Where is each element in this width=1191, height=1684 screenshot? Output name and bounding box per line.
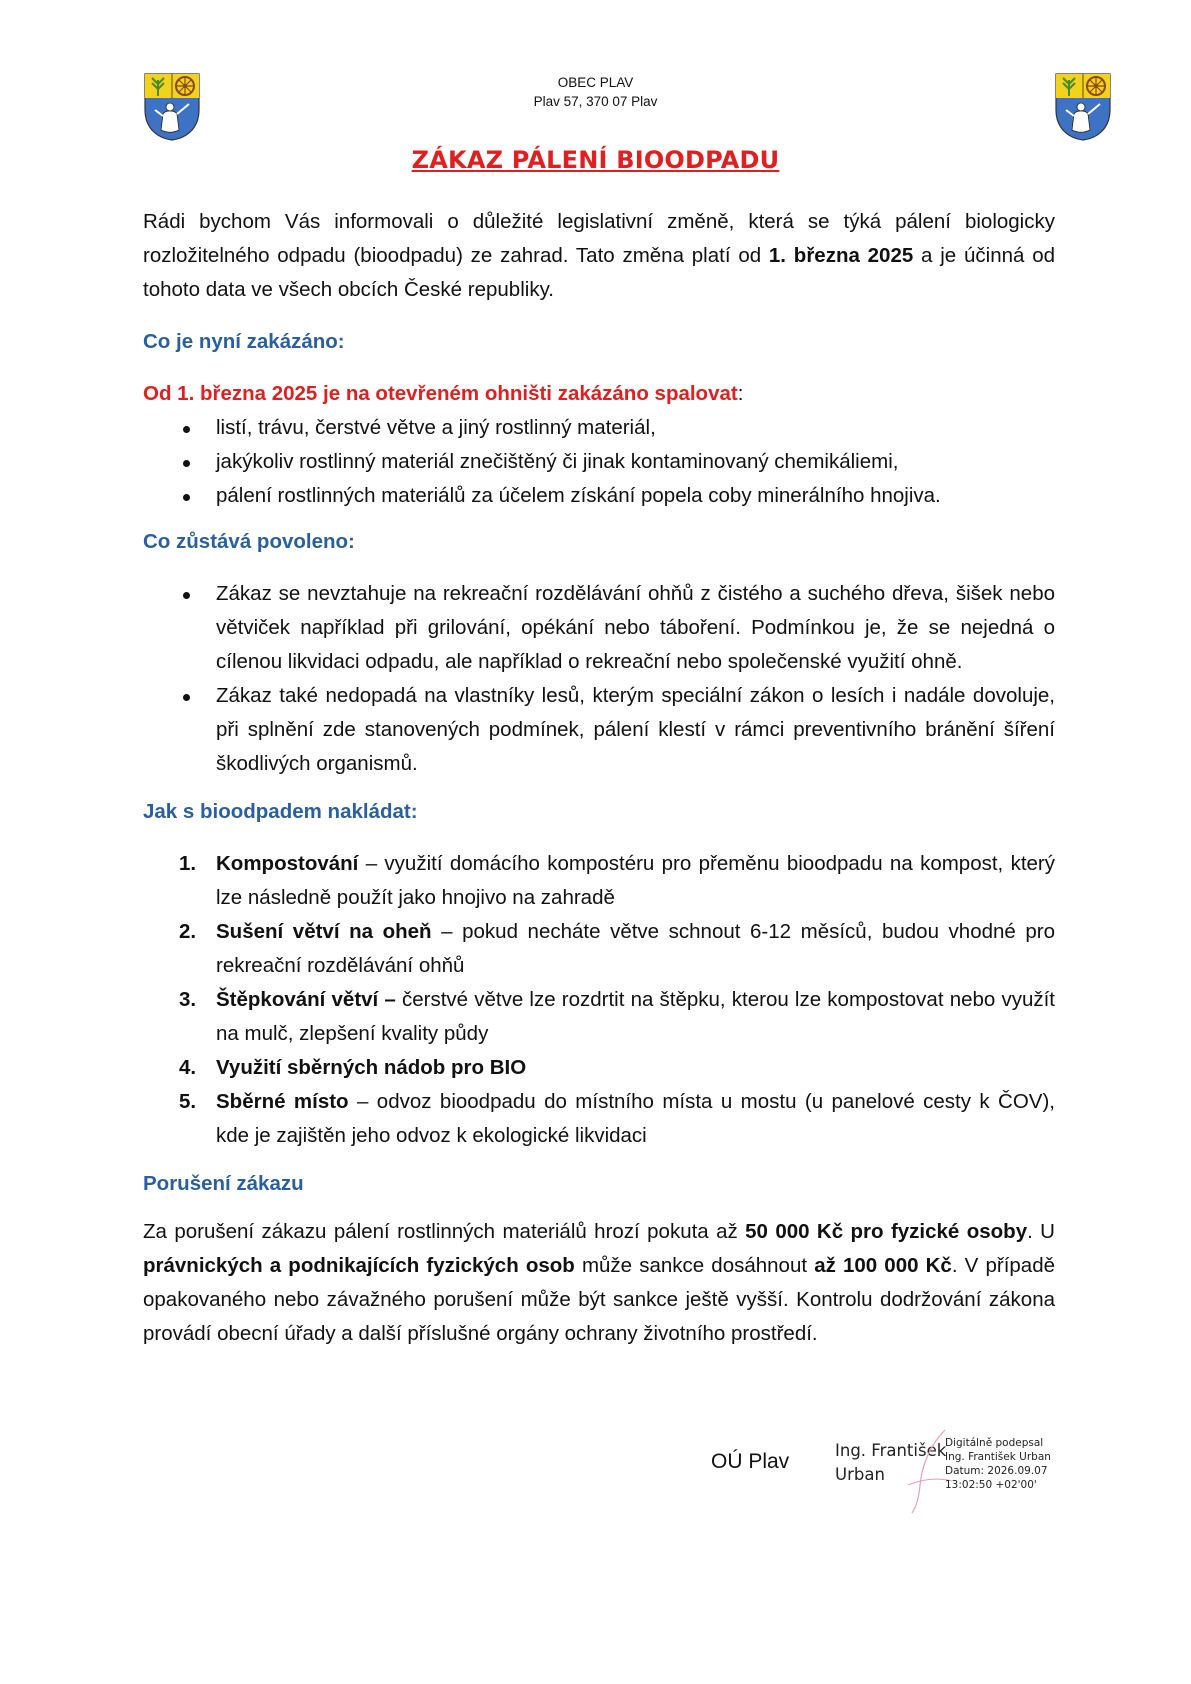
list-item-text: jakýkoliv rostlinný materiál znečištěný či jinak kontaminovaný chemikáliemi, — [216, 450, 899, 473]
list-item-text: pálení rostlinných materiálů za účelem získání popela coby minerálního hnojiva. — [216, 484, 941, 507]
heading-allowed: Co zůstává povoleno: — [143, 530, 355, 553]
item-number: 5. — [179, 1090, 197, 1113]
list-item-text: Zákaz se nevztahuje na rekreační rozdělávání ohňů z čistého a suchého dřeva, šišek nebo větviček například při grilování, opékání nebo táboření. Podmínkou je, že se nejedná o cílenou likvidaci odpadu, ale například o rekreační nebo společenské využití ohně. — [216, 582, 1055, 673]
item-title: Kompostování — [216, 852, 359, 875]
list-item — [143, 915, 1055, 983]
forbidden-lead — [143, 377, 1055, 411]
effective-date: 1. března 2025 — [768, 244, 914, 267]
bullet-icon — [183, 592, 190, 599]
signer-name-line: Urban — [835, 1465, 885, 1484]
item-text: – pokud necháte větve schnout 6-12 měsíců, budou vhodné pro rekreační rozdělávání ohňů — [216, 920, 1055, 977]
heading-handling: Jak s bioodpadem nakládat: — [143, 800, 418, 823]
list-item — [143, 983, 1055, 1051]
intro-text-end: a je účinná od tohoto data ve všech obcích České republiky. — [143, 244, 1055, 301]
item-text: čerstvé větve lze rozdrtit na štěpku, kterou lze kompostovat nebo využít na mulč, zlepšení kvality půdy — [216, 988, 1055, 1045]
fine-individuals: 50 000 Kč pro fyzické osoby — [745, 1220, 1028, 1243]
list-item — [143, 479, 1055, 513]
list-item — [143, 577, 1055, 679]
item-text: – odvoz bioodpadu do místního místa u mostu (u panelové cesty k ČOV), kde je zajištěn jeho odvoz k ekologické likvidaci — [216, 1090, 1056, 1147]
signer-name-line: Ing. František — [835, 1441, 947, 1460]
bullet-icon — [183, 694, 190, 701]
signature-line: Datum: 2026.09.07 — [945, 1465, 1048, 1477]
item-title: Využití sběrných nádob pro BIO — [216, 1056, 527, 1079]
handling-list — [143, 847, 1055, 1153]
heading-forbidden: Co je nyní zakázáno: — [143, 330, 345, 353]
item-number: 2. — [179, 920, 197, 943]
violation-text: . U — [1027, 1220, 1055, 1243]
letterhead — [400, 73, 791, 111]
intro-text: Rádi bychom Vás informovali o důležité legislativní změně, která se týká pálení biologicky rozložitelného odpadu (bioodpadu) ze zahrad. Tato změna platí od — [143, 210, 1055, 267]
item-number: 3. — [179, 988, 197, 1011]
item-text: – využití domácího kompostéru pro přeměnu bioodpadu na kompost, který lze následně použít jako hnojivo na zahradě — [216, 852, 1055, 909]
legal-entities: právnických a podnikajících fyzických osob — [143, 1254, 575, 1277]
item-number: 4. — [179, 1056, 197, 1079]
item-number: 1. — [179, 852, 197, 875]
coat-of-arms-icon — [1054, 72, 1112, 142]
violation-text: Za porušení zákazu pálení rostlinných materiálů hrozí pokuta až — [143, 1220, 746, 1243]
violation-text: . V případě opakovaného nebo závažného porušení může být sankce ještě vyšší. Kontrolu dodržování zákona provádí obecní úřady a další příslušné orgány ochrany životního prostředí. — [143, 1254, 1055, 1345]
signature-line: Digitálně podepsal — [945, 1437, 1044, 1449]
list-item — [143, 411, 1055, 445]
list-item-text: Zákaz také nedopadá na vlastníky lesů, kterým speciální zákon o lesích i nadále dovoluje, při splnění zde stanovených podmínek, pálení klestí v rámci preventivního bránění šíření škodlivých organismů. — [216, 684, 1055, 775]
bullet-icon — [183, 460, 190, 467]
violation-paragraph — [143, 1215, 1055, 1351]
item-title: Sušení větví na oheň — [216, 920, 432, 943]
bullet-icon — [183, 494, 190, 501]
violation-text: může sankce dosáhnout — [574, 1254, 815, 1277]
item-title: Sběrné místo — [216, 1090, 349, 1113]
list-item — [143, 445, 1055, 479]
list-item — [143, 679, 1055, 781]
list-item — [143, 1051, 1055, 1085]
list-item-text: listí, trávu, čerstvé větve a jiný rostlinný materiál, — [216, 416, 656, 439]
digital-signature-info — [945, 1436, 1051, 1492]
signature-line: 13:02:50 +02'00' — [945, 1479, 1037, 1491]
forbidden-list — [143, 411, 1055, 513]
item-title: Štěpkování větví – — [216, 988, 396, 1011]
bullet-icon — [183, 426, 190, 433]
list-item — [143, 847, 1055, 915]
heading-violation: Porušení zákazu — [143, 1172, 304, 1195]
document-body — [143, 205, 1055, 1351]
allowed-list — [143, 577, 1055, 781]
list-item — [143, 1085, 1055, 1153]
signature-line: Ing. František Urban — [945, 1451, 1051, 1463]
municipality-address: Plav 57, 370 07 Plav — [533, 94, 658, 109]
office-signature: OÚ Plav — [711, 1450, 790, 1473]
coat-of-arms-icon — [143, 72, 201, 142]
forbidden-lead-colon: : — [737, 382, 744, 405]
intro-paragraph — [143, 205, 1055, 307]
forbidden-lead-red: Od 1. března 2025 je na otevřeném ohništi zakázáno spalovat — [143, 382, 738, 405]
fine-legal-entities: až 100 000 Kč — [814, 1254, 952, 1277]
document-title: ZÁKAZ PÁLENÍ BIOODPADU — [411, 146, 780, 174]
municipality-name: OBEC PLAV — [557, 75, 634, 90]
